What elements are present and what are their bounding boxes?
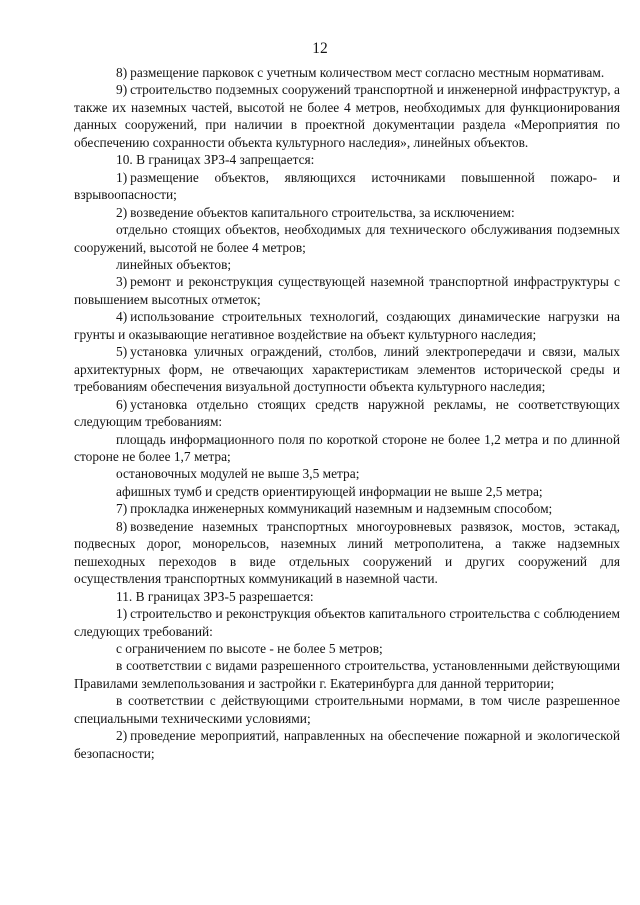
paragraph-text: 11. В границах ЗРЗ-5 разрешается: <box>116 588 314 604</box>
paragraph <box>74 518 620 588</box>
paragraph-text: линейных объектов; <box>116 256 232 272</box>
paragraph-text: прокладка инженерных коммуникаций наземным и надземным способом; <box>130 501 553 517</box>
paragraph-text: ремонт и реконструкция существующей наземной транспортной инфраструктуры с повышением высотных отметок; <box>74 274 620 307</box>
paragraph <box>74 640 620 657</box>
paragraph <box>74 483 620 500</box>
paragraph <box>74 204 620 221</box>
paragraph-text: установка отдельно стоящих средств наружной рекламы, не соответствующих следующим требованиям: <box>74 396 620 430</box>
paragraph-text: остановочных модулей не выше 3,5 метра; <box>116 466 360 482</box>
paragraph <box>74 273 620 308</box>
list-number: 6) <box>116 396 128 412</box>
paragraph <box>74 64 620 81</box>
paragraph-text: проведение мероприятий, направленных на обеспечение пожарной и экологической безопасности; <box>74 728 620 761</box>
paragraph-text: строительство и реконструкция объектов капитального строительства с соблюдением следующих требований: <box>74 606 620 639</box>
paragraph <box>74 308 620 343</box>
paragraph-text: строительство подземных сооружений транспортной и инженерной инфраструктур, а также их наземных частей, высотой не более 4 метров, необходимых для функционирования данных сооружений, при наличии в проектной документации раздела «Мероприятия по обеспечению сохранности объекта культурного наследия», линейных объектов. <box>74 82 620 150</box>
list-number: 4) <box>116 309 128 325</box>
paragraph-text: возведение наземных транспортных многоуровневых развязок, мостов, эстакад, подвесных дорог, монорельсов, наземных линий метрополитена, а также надземных пешеходных переходов в виде отдельных сооружений и других сооружений для осуществления транспортных коммуникаций в наземной части. <box>74 518 620 587</box>
paragraph-text: размещение парковок с учетным количеством мест согласно местным нормативам. <box>130 65 605 80</box>
paragraph-text: отдельно стоящих объектов, необходимых для технического обслуживания подземных сооружений, высотой не более 4 метров; <box>74 222 620 255</box>
paragraph <box>74 500 620 517</box>
paragraph <box>74 256 620 273</box>
list-number: 1) <box>116 169 128 185</box>
paragraph-text: возведение объектов капитального строительства, за исключением: <box>130 204 515 220</box>
list-number: 2) <box>116 204 128 220</box>
list-number: 5) <box>116 344 128 360</box>
paragraph <box>74 81 620 151</box>
list-number: 9) <box>116 82 128 98</box>
paragraph <box>74 465 620 482</box>
paragraph <box>74 221 620 256</box>
page-number: 12 <box>312 40 328 57</box>
paragraph-text: установка уличных ограждений, столбов, линий электропередачи и связи, малых архитектурных форм, не отвечающих характеристикам элементов исторической среды и требованиям обеспечения визуальной доступности объекта культурного наследия; <box>74 344 620 395</box>
list-number: 1) <box>116 606 128 622</box>
paragraph <box>74 727 620 762</box>
paragraph <box>74 151 620 168</box>
paragraph-text: в соответствии с видами разрешенного строительства, установленными действующими Правилами землепользования и застройки г. Екатеринбурга для данной территории; <box>74 658 620 691</box>
paragraph <box>74 343 620 395</box>
paragraph-text: размещение объектов, являющихся источниками повышенной пожаро- и взрывоопасности; <box>74 169 620 203</box>
paragraph <box>74 588 620 605</box>
paragraph-text: 10. В границах ЗРЗ-4 запрещается: <box>116 152 315 168</box>
paragraph <box>74 692 620 727</box>
paragraph-text: в соответствии с действующими строительными нормами, в том числе разрешенное специальными техническими условиями; <box>74 693 620 726</box>
paragraph <box>74 169 620 204</box>
list-number: 8) <box>116 65 128 80</box>
paragraph <box>74 396 620 431</box>
paragraph-text: площадь информационного поля по короткой стороне не более 1,2 метра и по длинной стороне не более 1,7 метра; <box>74 431 620 464</box>
paragraph-text: афишных тумб и средств ориентирующей информации не выше 2,5 метра; <box>116 483 543 499</box>
list-number: 3) <box>116 274 128 290</box>
list-number: 8) <box>116 518 128 534</box>
paragraph <box>74 605 620 640</box>
paragraph <box>74 657 620 692</box>
paragraph-text: использование строительных технологий, создающих динамические нагрузки на грунты и оказывающие негативное воздействие на объект культурного наследия; <box>74 309 620 342</box>
list-number: 2) <box>116 728 128 744</box>
document-body <box>74 64 620 762</box>
list-number: 7) <box>116 501 128 517</box>
paragraph-text: с ограничением по высоте - не более 5 метров; <box>116 640 383 656</box>
paragraph <box>74 431 620 466</box>
